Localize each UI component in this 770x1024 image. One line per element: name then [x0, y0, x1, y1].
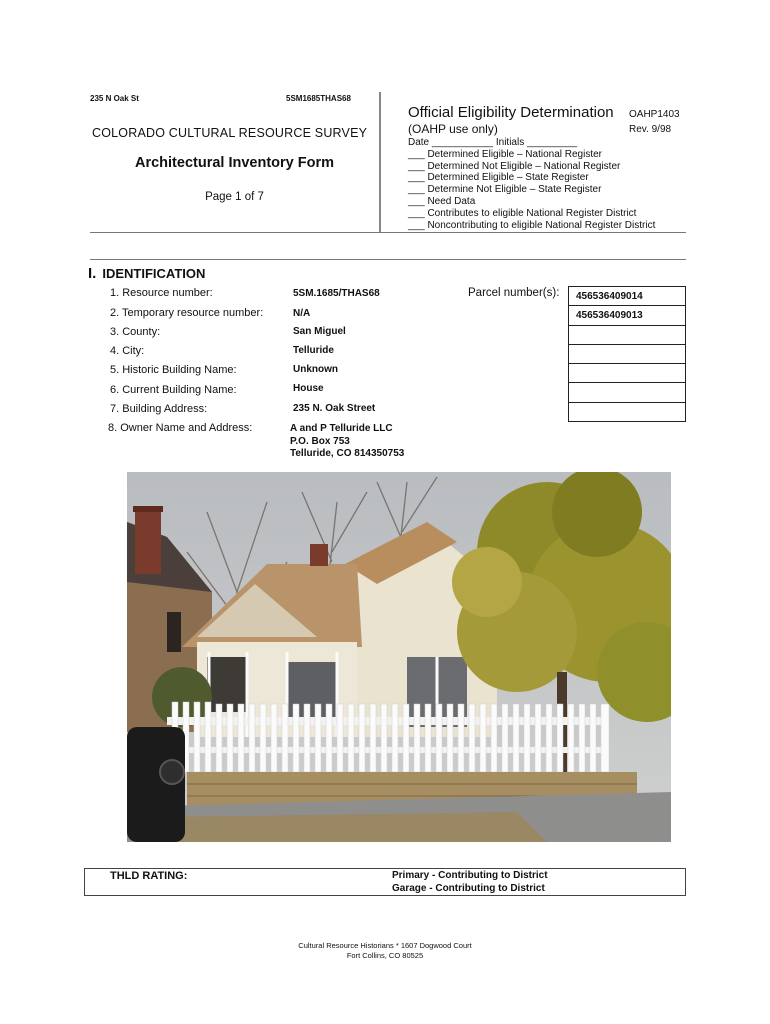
field-label-resource-number: 1. Resource number: [110, 287, 213, 299]
parcel-cell [569, 344, 686, 363]
section-rule [90, 259, 686, 260]
date-initials-line: Date ___________ Initials _________ [408, 137, 578, 148]
footer-line1: Cultural Resource Historians * 1607 Dogwood Court [298, 941, 472, 950]
field-label-historic-name: 5. Historic Building Name: [110, 364, 237, 376]
field-label-city: 4. City: [110, 345, 145, 357]
field-value-historic-name: Unknown [293, 364, 338, 375]
field-value-county: San Miguel [293, 326, 346, 337]
house-photograph [127, 472, 671, 842]
thld-rating-label: THLD RATING: [110, 870, 188, 882]
field-value-resource-number: 5SM.1685/THAS68 [293, 288, 380, 299]
field-label-temporary-number: 2. Temporary resource number: [110, 307, 264, 319]
eligibility-option: ___ Need Data [408, 195, 476, 207]
field-value-temporary-number: N/A [293, 308, 311, 319]
field-value-city: Telluride [293, 345, 334, 356]
parcel-cell [569, 383, 686, 402]
parcel-cell [569, 402, 686, 421]
section-heading [88, 265, 205, 282]
eligibility-subtitle: (OAHP use only) [408, 122, 498, 136]
field-label-address: 7. Building Address: [110, 403, 208, 415]
eligibility-option: ___ Contributes to eligible National Register District [408, 207, 637, 219]
eligibility-title: Official Eligibility Determination [408, 104, 614, 121]
header-site-code: 5SM1685THAS68 [286, 94, 351, 103]
section-number: I. [88, 265, 97, 282]
page-footer [0, 941, 770, 961]
eligibility-option: ___ Determine Not Eligible – State Register [408, 184, 602, 196]
eligibility-option: ___ Determined Not Eligible – National Register [408, 160, 621, 172]
parcel-cell [569, 325, 686, 344]
owner-address-line2: Telluride, CO 814350753 [290, 448, 405, 459]
eligibility-option: ___ Determined Eligible – National Register [408, 148, 602, 160]
form-revision: Rev. 9/98 [629, 124, 672, 135]
eligibility-option: ___ Determined Eligible – State Register [408, 172, 589, 184]
survey-title: COLORADO CULTURAL RESOURCE SURVEY [92, 126, 368, 140]
field-value-current-name: House [293, 383, 324, 394]
field-value-address: 235 N. Oak Street [293, 403, 376, 414]
eligibility-option: ___ Noncontributing to eligible National Register District [408, 219, 656, 231]
owner-name: A and P Telluride LLC [290, 423, 393, 434]
field-label-current-name: 6. Current Building Name: [110, 384, 237, 396]
owner-address-line1: P.O. Box 753 [290, 435, 350, 447]
parcel-label: Parcel number(s): [468, 287, 560, 299]
header-address: 235 N Oak St [90, 94, 139, 103]
parcel-cell: 456536409013 [569, 306, 686, 325]
header-rule [90, 232, 686, 233]
thld-rating-values [392, 869, 548, 895]
page-indicator: Page 1 of 7 [205, 191, 264, 203]
field-label-county: 3. County: [110, 326, 161, 338]
parcel-table [568, 286, 686, 422]
field-value-owner [290, 423, 404, 461]
parcel-cell: 456536409014 [569, 287, 686, 306]
eligibility-checklist [408, 137, 655, 231]
field-label-owner: 8. Owner Name and Address: [108, 422, 253, 434]
parcel-cell [569, 364, 686, 383]
thld-rating-primary: Primary - Contributing to District [392, 870, 548, 881]
header-divider [379, 92, 381, 232]
section-title: IDENTIFICATION [102, 266, 206, 281]
footer-line2: Fort Collins, CO 80525 [346, 951, 424, 960]
form-title: Architectural Inventory Form [134, 155, 334, 171]
form-code: OAHP1403 [629, 109, 680, 120]
thld-rating-garage: Garage - Contributing to District [392, 883, 545, 894]
